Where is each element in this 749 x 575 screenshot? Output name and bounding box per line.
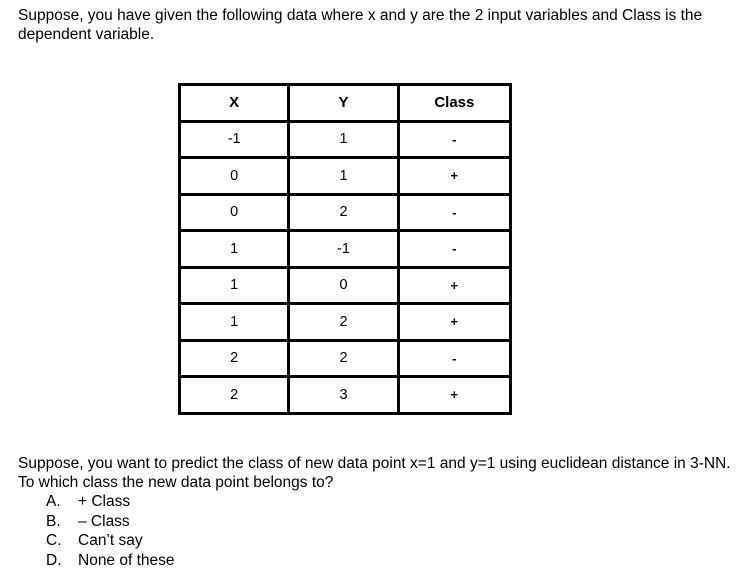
cell-class: + [400, 305, 509, 342]
cell-class: - [400, 232, 509, 269]
option-text: – Class [78, 512, 130, 530]
cell-x: 2 [181, 342, 290, 379]
answer-options [46, 492, 175, 570]
cell-y: 2 [290, 305, 399, 342]
column-header-class: Class [400, 86, 509, 123]
cell-x: -1 [181, 123, 290, 160]
table-row [181, 232, 509, 269]
option-text: None of these [78, 551, 175, 569]
option-d [46, 551, 175, 571]
cell-x: 0 [181, 159, 290, 196]
table-row [181, 305, 509, 342]
cell-x: 2 [181, 378, 290, 412]
cell-class: + [400, 269, 509, 306]
table-row [181, 378, 509, 412]
table-row [181, 269, 509, 306]
option-text: + Class [78, 493, 131, 510]
data-table [178, 83, 512, 415]
cell-y: 2 [290, 342, 399, 379]
option-letter: D. [46, 551, 62, 569]
cell-class: - [400, 123, 509, 160]
option-text: Can’t say [78, 532, 143, 549]
cell-y: 3 [290, 378, 399, 412]
option-a [46, 492, 175, 512]
cell-y: 1 [290, 123, 399, 160]
option-letter: B. [46, 512, 61, 530]
column-header-y: Y [290, 86, 399, 123]
cell-x: 1 [181, 305, 290, 342]
table-row [181, 342, 509, 379]
cell-y: 1 [290, 159, 399, 196]
table-row [181, 159, 509, 196]
option-letter: C. [46, 532, 62, 549]
cell-y: 2 [290, 196, 399, 233]
cell-class: - [400, 196, 509, 233]
cell-y: -1 [290, 232, 399, 269]
option-letter: A. [46, 493, 61, 510]
cell-class: + [400, 159, 509, 196]
option-b [46, 512, 175, 532]
cell-class: - [400, 342, 509, 379]
cell-class: + [450, 387, 459, 403]
question-text: Suppose, you want to predict the class of new data point x=1 and y=1 using euclidean distance in 3-NN. To which class the new data point belongs to? [18, 455, 731, 491]
cell-x: 0 [181, 196, 290, 233]
table-header-row [181, 86, 509, 123]
table-row [181, 123, 509, 160]
cell-x: 1 [181, 232, 290, 269]
option-c [46, 531, 175, 551]
cell-x: 1 [181, 269, 290, 306]
cell-y: 0 [290, 269, 399, 306]
intro-text: Suppose, you have given the following data where x and y are the 2 input variables and Class is the dependent variable. [18, 7, 703, 43]
column-header-x: X [181, 86, 290, 123]
table-row [181, 196, 509, 233]
